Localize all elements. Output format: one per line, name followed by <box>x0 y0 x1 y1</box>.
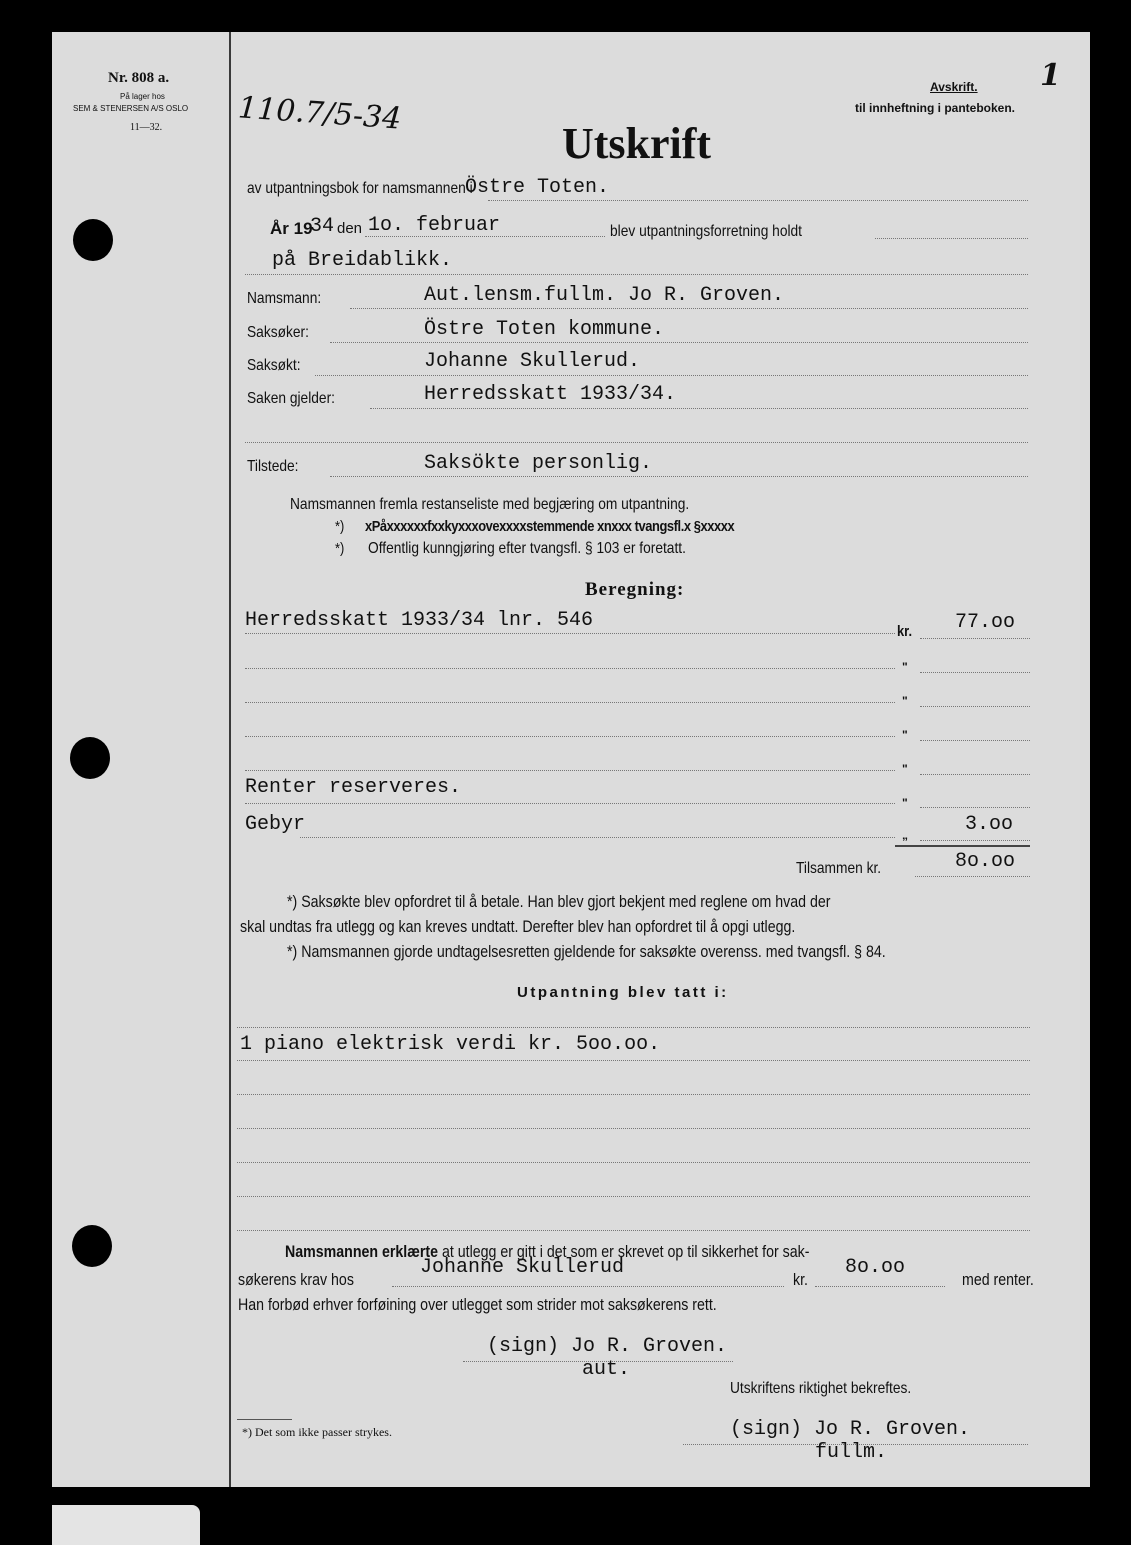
beregning-row-text: Renter reserveres. <box>245 776 462 799</box>
avskrift-subtitle: til innheftning i panteboken. <box>855 101 1015 115</box>
punch-hole-icon <box>73 219 113 261</box>
signature-2: (sign) Jo R. Groven. <box>730 1418 971 1441</box>
beregning-heading: Beregning: <box>585 579 685 600</box>
note-1-line-1: *) Saksøkte blev opfordret til å betale. Han blev gjort bekjent med reglene om hvad der <box>287 893 831 911</box>
field-value-namsmann: Aut.lensm.fullm. Jo R. Groven. <box>424 284 785 307</box>
beregning-row-amount: 3.oo <box>965 813 1014 836</box>
year-label: År 19 <box>270 219 313 238</box>
sum-rule <box>895 845 1030 847</box>
public-marker: *) <box>335 540 345 557</box>
print-date: 11—32. <box>130 122 163 133</box>
public-text: Offentlig kunngjøring efter tvangsfl. § 103 er foretatt. <box>368 540 686 557</box>
form-number: Nr. 808 a. <box>108 70 170 86</box>
field-value-saksokt: Johanne Skullerud. <box>424 350 641 373</box>
declaration-lead: Namsmannen erklærte <box>285 1243 439 1261</box>
interest-label: med renter. <box>962 1271 1034 1289</box>
intro-label: av utpantningsbok for namsmannen i <box>247 180 473 197</box>
punch-hole-icon <box>70 737 110 779</box>
year-value: 34 <box>310 215 335 238</box>
field-value-saken-gjelder: Herredsskatt 1933/34. <box>424 383 677 406</box>
district-value: Östre Toten. <box>465 176 610 199</box>
held-label: blev utpantningsforretning holdt <box>610 223 803 240</box>
declaration-label: søkerens krav hos <box>238 1271 354 1289</box>
signature-1-title: aut. <box>582 1358 631 1381</box>
signature-1: (sign) Jo R. Groven. <box>487 1335 728 1358</box>
debtor-name: Johanne Skullerud <box>420 1256 625 1279</box>
place-value: på Breidablikk. <box>272 249 453 272</box>
struck-text: xPåxxxxxxfxxkyxxxovexxxxstemmende xnxxx tvangsfl.x §xxxxx <box>365 518 735 535</box>
field-label-saksoker: Saksøker: <box>247 324 309 341</box>
beregning-row-unit: " <box>902 660 908 674</box>
declaration-line-3: Han forbød erhver forføining over utlegget som strider mot saksøkerens rett. <box>238 1296 717 1314</box>
confirm-text: Utskriftens riktighet bekreftes. <box>730 1380 912 1397</box>
total-value: 8o.oo <box>955 850 1016 873</box>
declaration-amount: 8o.oo <box>845 1256 906 1279</box>
den-label: den <box>337 220 363 237</box>
struck-marker: *) <box>335 518 345 535</box>
field-label-saken-gjelder: Saken gjelder: <box>247 390 335 407</box>
field-label-namsmann: Namsmann: <box>247 290 322 307</box>
avskrift-label: Avskrift. <box>930 80 978 94</box>
beregning-row-text: Herredsskatt 1933/34 lnr. 546 <box>245 609 594 632</box>
utpantning-item: 1 piano elektrisk verdi kr. 5oo.oo. <box>240 1033 661 1056</box>
beregning-row-unit: " <box>902 762 908 776</box>
beregning-row-unit: " <box>902 796 908 810</box>
margin-rule <box>229 32 231 1487</box>
declaration-rest: at utlegg er gitt i det som er skrevet op til sikkerhet for sak- <box>441 1243 810 1261</box>
restanse-line: Namsmannen fremla restanseliste med begjæring om utpantning. <box>290 496 690 513</box>
note-2: *) Namsmannen gjorde undtagelsesretten gjeldende for saksøkte overenss. med tvangsfl. § 84. <box>287 943 886 961</box>
total-label: Tilsammen kr. <box>796 860 882 877</box>
utpantning-heading: Utpantning blev tatt i: <box>517 984 729 1001</box>
beregning-row-unit: " <box>902 728 908 742</box>
signature-2-title: fullm. <box>815 1441 888 1464</box>
footnote-rule <box>237 1419 292 1420</box>
field-label-tilstede: Tilstede: <box>247 458 299 475</box>
beregning-row-unit: kr. <box>897 623 913 640</box>
footnote: *) Det som ikke passer strykes. <box>242 1425 392 1439</box>
beregning-row-unit: „ <box>902 828 908 842</box>
page-mark: 1 <box>1040 58 1061 93</box>
date-value: 1o. februar <box>368 214 501 237</box>
note-1-line-2: skal undtas fra utlegg og kan kreves undtatt. Derefter blev han opfordret til å opgi utlegg. <box>240 918 796 936</box>
kr-label: kr. <box>793 1271 808 1289</box>
field-value-saksoker: Östre Toten kommune. <box>424 318 665 341</box>
punch-hole-icon <box>72 1225 112 1267</box>
document-title: Utskrift <box>562 119 712 168</box>
printer-line-1: På lager hos <box>120 92 165 101</box>
handwritten-reference: 110.7/5-34 <box>236 90 403 137</box>
beregning-row-amount: 77.oo <box>955 611 1016 634</box>
beregning-row-unit: " <box>902 694 908 708</box>
page-tab <box>52 1505 200 1545</box>
field-value-tilstede: Saksökte personlig. <box>424 452 653 475</box>
field-label-saksokt: Saksøkt: <box>247 357 301 374</box>
beregning-row-text: Gebyr <box>245 813 306 836</box>
printer-line-2: SEM & STENERSEN A/S OSLO <box>73 104 189 113</box>
